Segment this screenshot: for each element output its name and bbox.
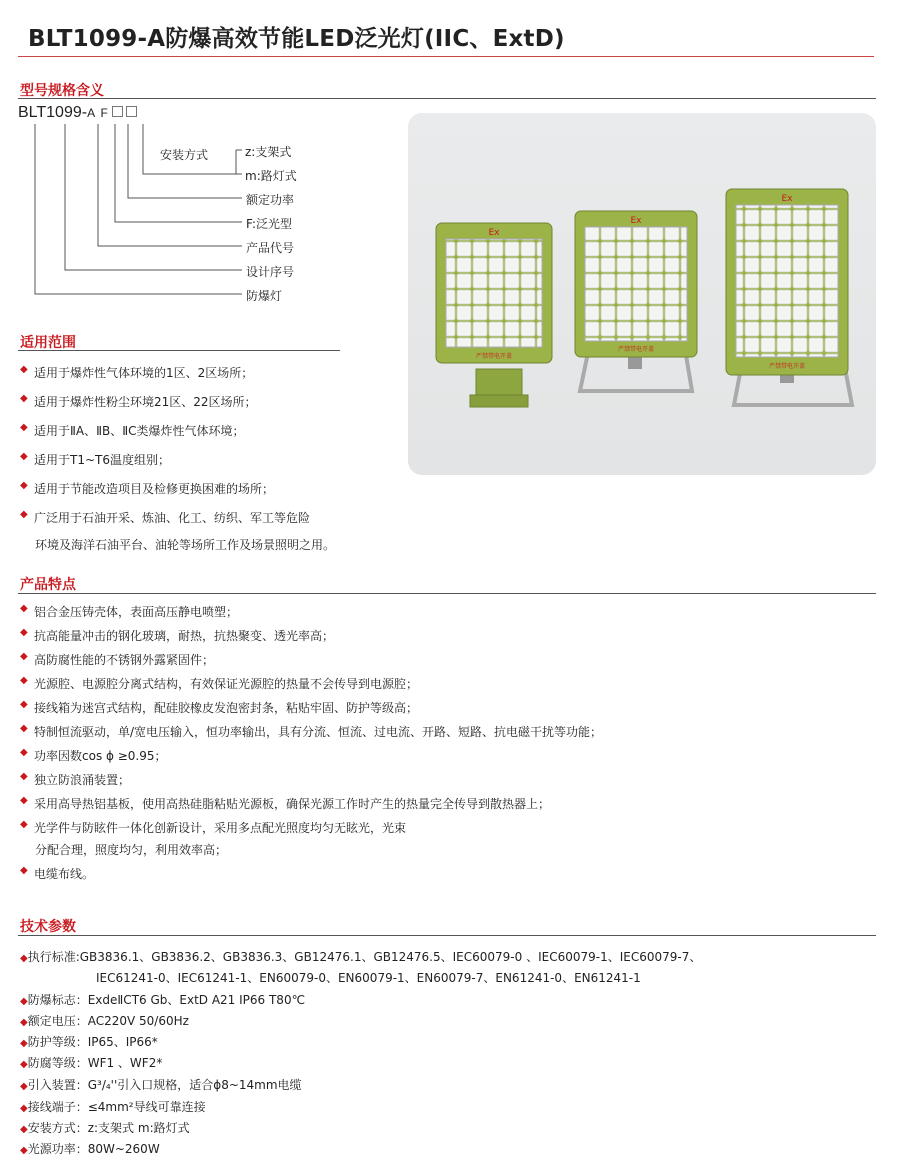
features-list-last <box>20 865 94 882</box>
tech-row-marking: ◆防爆标志：ExdeⅡCT6 Gb、ExtD A21 IP66 T80℃ <box>20 993 306 1007</box>
lamp-medium-led-panel <box>585 227 687 341</box>
label-explosion: 防爆灯 <box>246 289 283 303</box>
tech-row-terminal: ◆接线端子：≤4mm²导线可靠连接 <box>20 1100 206 1114</box>
tech-row-standards: ◆执行标准:GB3836.1、GB3836.2、GB3836.3、GB12476.1、GB12476.5、IEC60079-0 、IEC60079-1、IEC60079-7、 <box>20 950 702 964</box>
tech-row-entry: ◆引入装置：G³/₄''引入口规格，适合ϕ8~14mm电缆 <box>20 1078 302 1092</box>
tech-label: 额定电压： <box>27 1014 88 1028</box>
leader-line-flood <box>115 124 242 222</box>
model-letter-a: A <box>87 106 97 120</box>
tech-row-anticorrosion: ◆防腐等级：WF1 、WF2* <box>20 1056 163 1070</box>
lamp-small-led-panel <box>446 239 542 347</box>
tech-label: 防腐等级： <box>27 1056 88 1070</box>
lamp-large <box>726 189 852 405</box>
leader-line-product <box>98 124 242 246</box>
label-product-code: 产品代号 <box>246 241 295 255</box>
tech-label: 防爆标志： <box>27 993 88 1007</box>
list-item: ◆ 适用于爆炸性气体环境的1区、2区场所； <box>20 364 310 393</box>
label-install-m: m:路灯式 <box>245 169 297 183</box>
lamp-small-ex-mark: Ex <box>488 228 500 238</box>
tech-row-voltage: ◆额定电压：AC220V 50/60Hz <box>20 1014 189 1028</box>
list-item: ◆ 适用于ⅡA、ⅡB、ⅡC类爆炸性气体环境； <box>20 422 310 451</box>
lamp-medium-cable-gland <box>628 357 642 369</box>
section-heading-features: 产品特点 <box>20 577 76 593</box>
product-photo-illustration <box>408 113 876 475</box>
page-title: BLT1099-A防爆高效节能LED泛光灯(IIC、ExtD) <box>28 26 565 52</box>
list-item: ◆ 适用于爆炸性粉尘环境21区、22区场所； <box>20 393 310 422</box>
features-list <box>20 603 602 843</box>
label-power: 额定功率 <box>246 193 295 207</box>
tech-value: z:支架式 m:路灯式 <box>87 1121 190 1135</box>
tech-label: 安装方式： <box>27 1121 88 1135</box>
section-heading-scope: 适用范围 <box>20 335 76 351</box>
lamp-small-warning-label: 严禁带电开盖 <box>475 353 513 360</box>
section-heading-model: 型号规格含义 <box>20 83 104 99</box>
tech-value: ≤4mm²导线可靠连接 <box>87 1100 206 1114</box>
list-item: ◆ 采用高导热铝基板，使用高热硅脂粘贴光源板，确保光源工作时产生的热量完全传导到散热器上； <box>20 795 602 819</box>
tech-value: IP65、IP66* <box>87 1035 158 1049</box>
tech-value: G³/₄''引入口规格，适合ϕ8~14mm电缆 <box>87 1078 302 1092</box>
list-item: ◆ 独立防浪涌装置； <box>20 771 602 795</box>
list-item: ◆ 适用于T1~T6温度组别； <box>20 451 310 480</box>
list-item: ◆ 广泛用于石油开采、炼油、化工、纺织、军工等危险 <box>20 509 310 538</box>
tech-value: AC220V 50/60Hz <box>87 1014 189 1028</box>
section-heading-tech: 技术参数 <box>20 919 76 935</box>
list-item: ◆ 光源腔、电源腔分离式结构，有效保证光源腔的热量不会传导到电源腔； <box>20 675 602 699</box>
leader-line-design <box>65 124 242 270</box>
lamp-large-warning-label: 严禁带电开盖 <box>768 363 806 370</box>
label-flood: F:泛光型 <box>246 217 293 231</box>
list-item: ◆ 功率因数cos ϕ ≥0.95； <box>20 747 602 771</box>
section-divider-tech <box>18 935 876 936</box>
tech-value: IEC61241-0、IEC61241-1、EN60079-0、EN60079-1、EN60079-7、EN61241-0、EN61241-1 <box>96 971 641 985</box>
tech-label: 引入装置： <box>27 1078 88 1092</box>
list-item: ◆ 特制恒流驱动，单/宽电压输入，恒功率输出，具有分流、恒流、过电流、开路、短路、抗电磁干扰等功能； <box>20 723 602 747</box>
tech-value: WF1 、WF2* <box>87 1056 163 1070</box>
tech-value: GB3836.1、GB3836.2、GB3836.3、GB12476.1、GB12476.5、IEC60079-0 、IEC60079-1、IEC60079-7、 <box>79 950 702 964</box>
features-continuation: 分配合理，照度均匀，利用效率高； <box>35 843 228 857</box>
tech-label: 执行标准: <box>27 950 80 964</box>
tech-value: 80W~260W <box>87 1142 160 1156</box>
product-photo <box>408 113 876 475</box>
label-install-z: z:支架式 <box>245 145 292 159</box>
list-item: ◆ 光学件与防眩件一体化创新设计，采用多点配光照度均匀无眩光，光束 <box>20 819 602 843</box>
section-divider-scope <box>18 350 340 351</box>
list-item: ◆ 接线箱为迷宫式结构，配硅胶橡皮发泡密封条，粘贴牢固、防护等级高； <box>20 699 602 723</box>
section-divider-features <box>18 593 876 594</box>
tech-row-power: ◆光源功率：80W~260W <box>20 1142 160 1156</box>
leader-line-explosion <box>35 124 242 294</box>
tech-value: ExdeⅡCT6 Gb、ExtD A21 IP66 T80℃ <box>87 993 306 1007</box>
lamp-medium-ex-mark: Ex <box>630 216 642 226</box>
list-item: ◆ 铝合金压铸壳体，表面高压静电喷塑； <box>20 603 602 627</box>
list-item: ◆ 高防腐性能的不锈钢外露紧固件； <box>20 651 602 675</box>
label-design-seq: 设计序号 <box>246 265 295 279</box>
lamp-small <box>436 223 552 407</box>
lamp-medium <box>575 211 697 391</box>
lamp-large-led-panel <box>736 205 838 357</box>
tech-row-protection: ◆防护等级：IP65、IP66* <box>20 1035 158 1049</box>
tech-label: 光源功率： <box>27 1142 88 1156</box>
scope-list <box>20 364 310 538</box>
model-letter-f: F <box>100 106 109 120</box>
tech-row-install: ◆安装方式：z:支架式 m:路灯式 <box>20 1121 190 1135</box>
lamp-medium-warning-label: 严禁带电开盖 <box>617 346 655 353</box>
tech-label: 接线端子： <box>27 1100 88 1114</box>
list-item: ◆ 适用于节能改造项目及检修更换困难的场所； <box>20 480 310 509</box>
list-item: ◆ 抗高能量冲击的钢化玻璃，耐热，抗热聚变、透光率高； <box>20 627 602 651</box>
label-install: 安装方式 <box>160 148 209 162</box>
list-item: ◆ 电缆布线。 <box>20 865 94 882</box>
tech-row-standards-cont <box>96 969 641 986</box>
scope-continuation: 环境及海洋石油平台、油轮等场所工作及场景照明之用。 <box>35 538 336 552</box>
lamp-large-ex-mark: Ex <box>781 194 793 204</box>
model-prefix: BLT1099- <box>18 104 88 121</box>
tech-label: 防护等级： <box>27 1035 88 1049</box>
